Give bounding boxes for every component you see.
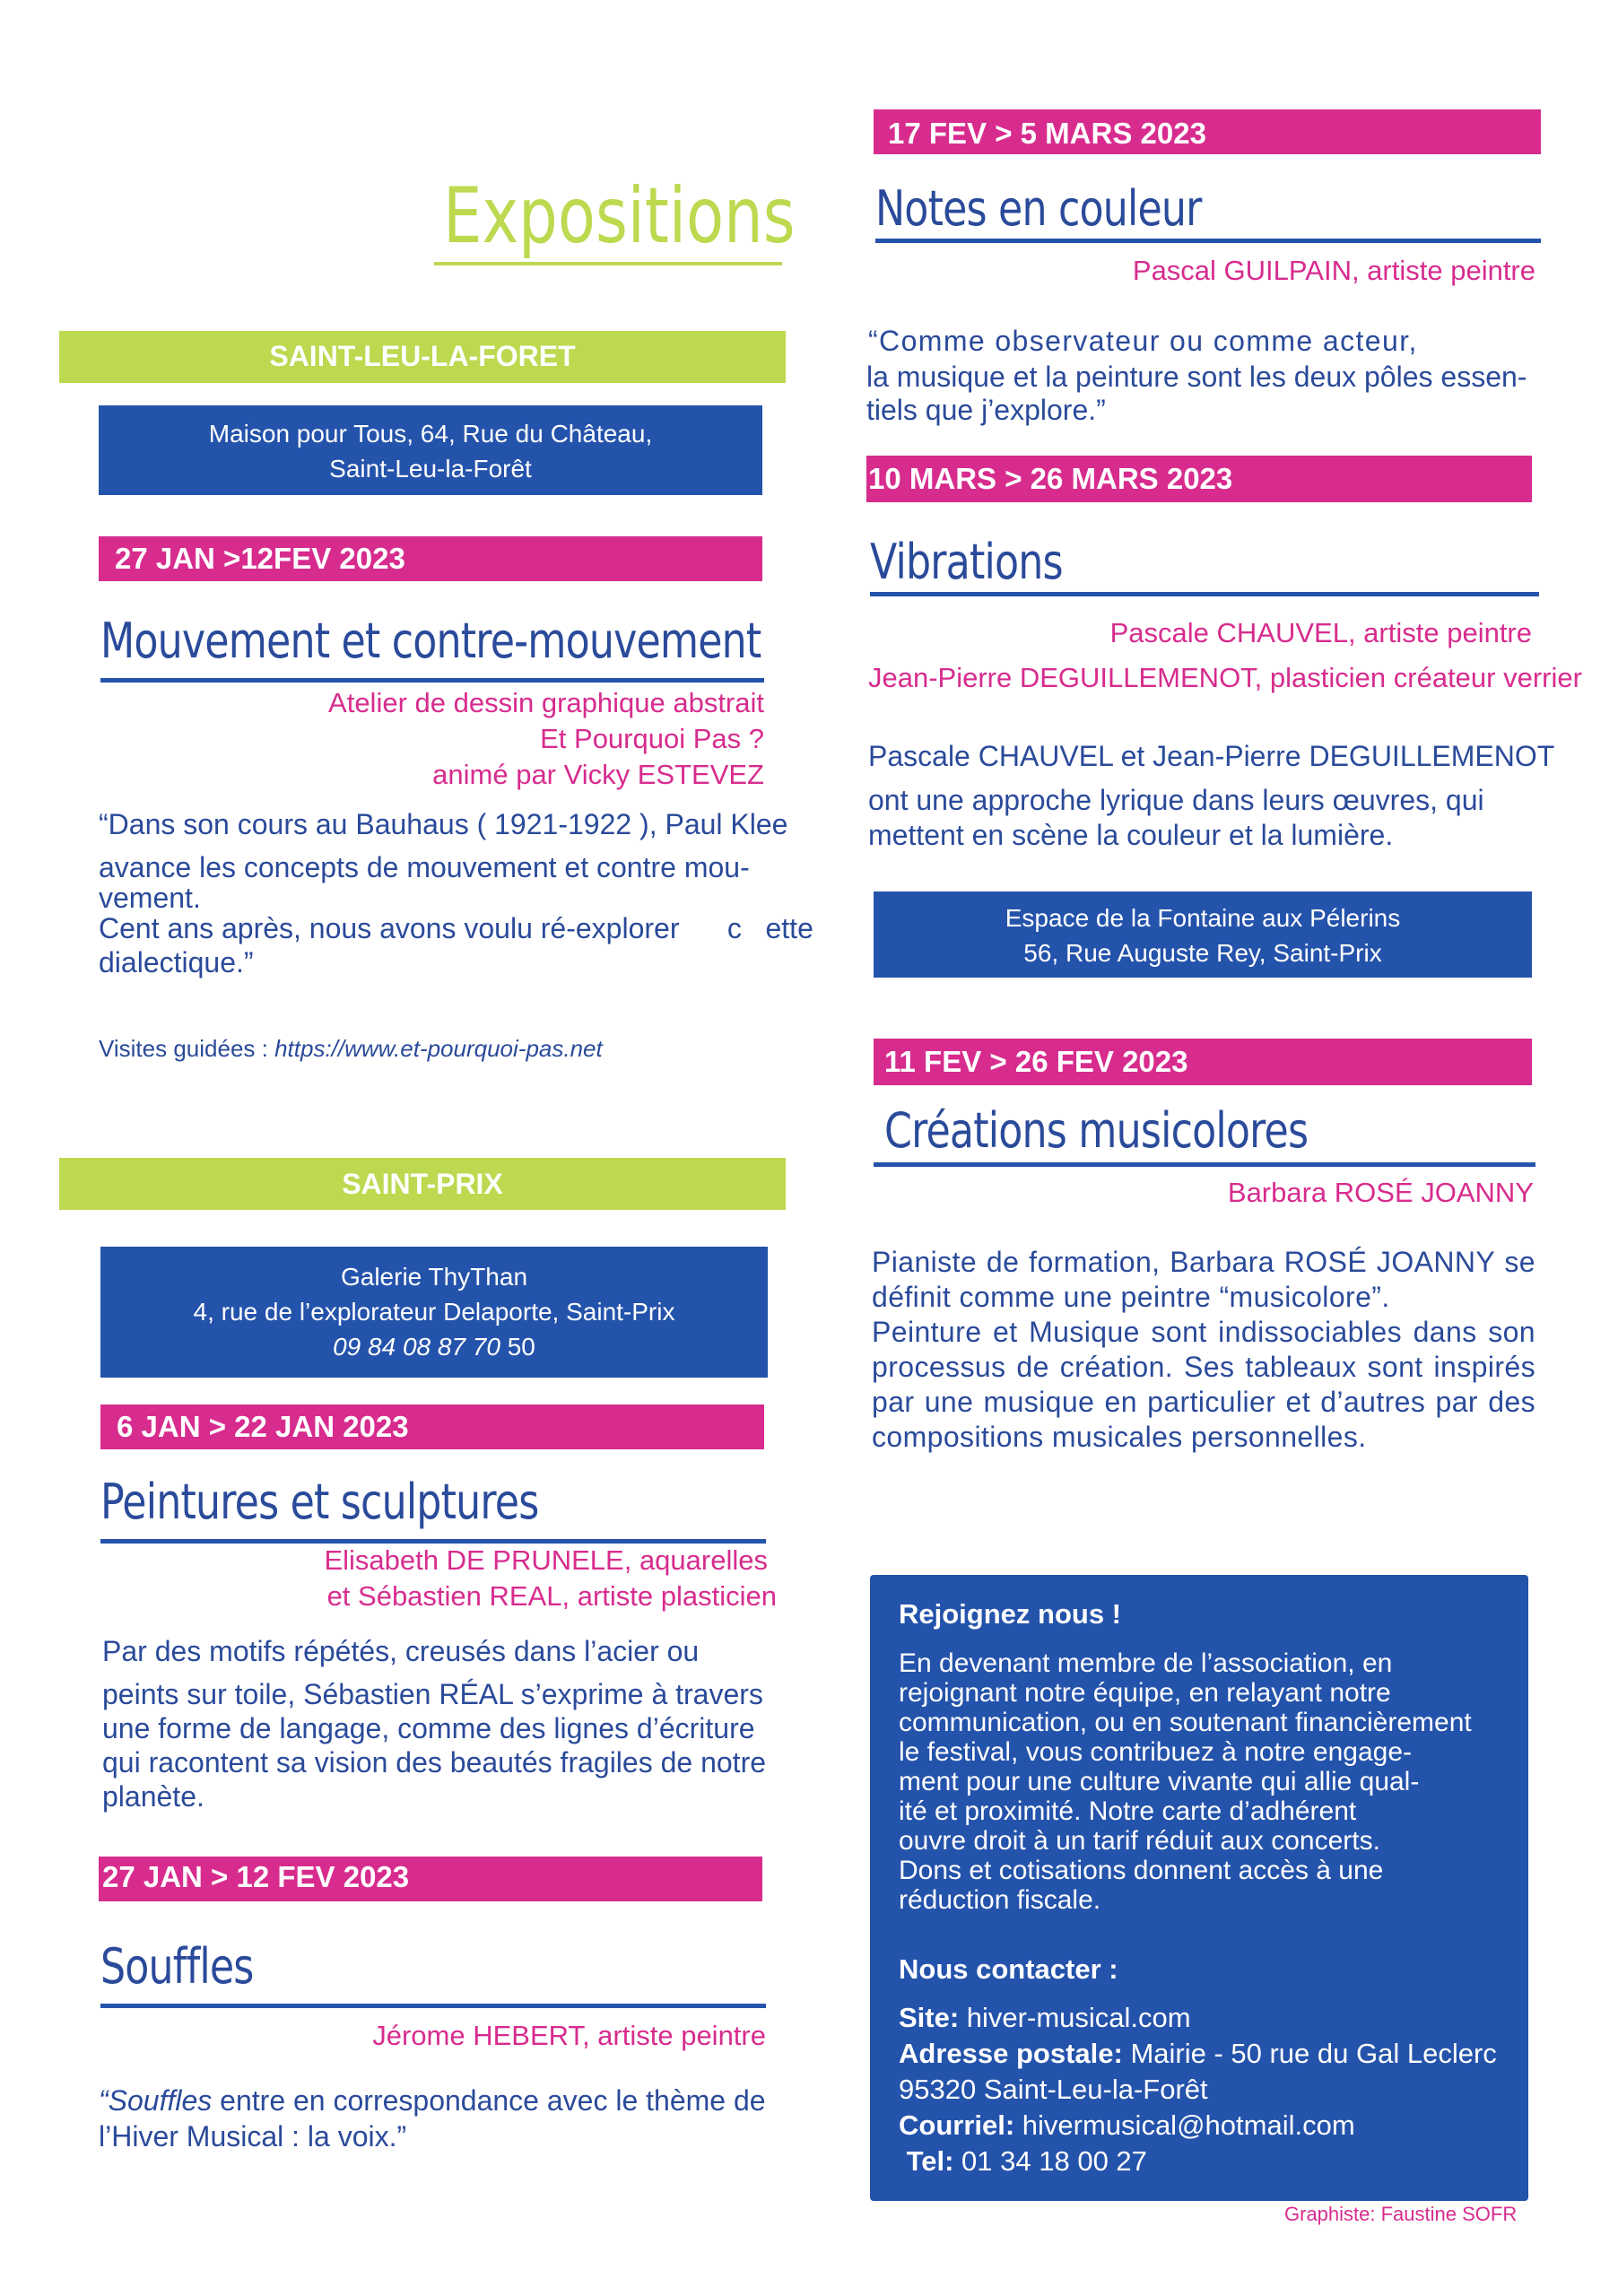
page-title: Expositions [443, 171, 796, 261]
text-line: définit comme une peintre “musicolore”. [872, 1281, 1390, 1313]
contact-label: Site: [899, 2002, 960, 2033]
exhibition-credit [868, 615, 1532, 651]
exhibition-description [866, 323, 1584, 425]
address-line: Galerie ThyThan [340, 1263, 528, 1291]
text-line: tiels que j’explore.” [866, 394, 1106, 426]
location-header-label: SAINT-LEU-LA-FORET [269, 340, 576, 372]
graphic-designer-credit: Graphiste: Faustine SOFR [1284, 2203, 1518, 2225]
exhibition-credit [102, 2018, 766, 2054]
address-box-fontaine [874, 891, 1532, 978]
credit-line: Jérome HEBERT, artiste peintre [372, 2020, 766, 2051]
date-label: 27 JAN > 12 FEV 2023 [102, 1860, 410, 1893]
text-line: ont une approche lyrique dans leurs œuvres, qui [868, 784, 1484, 816]
contact-postal [899, 2036, 1518, 2072]
text-line: l’Hiver Musical : la voix.” [99, 2120, 407, 2152]
address-line: 4, rue de l’explorateur Delaporte, Saint-Prix [193, 1298, 675, 1326]
contact-details [899, 2000, 1518, 2179]
title-underline [870, 592, 1539, 596]
contact-label: Adresse postale: [899, 2038, 1123, 2069]
address-line: 56, Rue Auguste Rey, Saint-Prix [1023, 939, 1382, 967]
text-line: Peinture et Musique sont indissociables dans son [872, 1316, 1535, 1348]
text-line: compositions musicales personnelles. [872, 1421, 1367, 1453]
exhibition-title: Souffles [100, 1938, 254, 1995]
location-header-saint-prix [59, 1158, 786, 1210]
text-line: par une musique en particulier et d’autres par des [872, 1386, 1535, 1418]
exhibition-description [99, 807, 834, 979]
exhibition-credit [868, 660, 1582, 696]
exhibition-title: Peintures et sculptures [100, 1474, 539, 1530]
credit-line: Barbara ROSÉ JOANNY [1227, 1177, 1534, 1208]
address-line: Maison pour Tous, 64, Rue du Château, [208, 420, 653, 448]
exhibition-description [868, 739, 1586, 853]
contact-site-link[interactable]: hiver-musical.com [959, 2002, 1191, 2033]
contact-site [899, 2000, 1518, 2036]
text-line: une forme de langage, comme des lignes d’écriture [102, 1712, 755, 1744]
contact-mail-link[interactable]: hivermusical@hotmail.com [1014, 2109, 1355, 2141]
address-box-saint-leu [99, 405, 762, 495]
date-label: 17 FEV > 5 MARS 2023 [888, 117, 1206, 150]
text-line: processus de création. Ses tableaux sont inspirés [872, 1351, 1535, 1383]
title-underline [875, 239, 1541, 243]
date-bar [866, 456, 1532, 502]
credit-line: animé par Vicky ESTEVEZ [432, 759, 764, 790]
join-line: rejoignant notre équipe, en relayant notre [899, 1678, 1391, 1708]
title-underline [100, 2004, 766, 2008]
date-label: 27 JAN >12FEV 2023 [115, 542, 405, 575]
exhibition-title: Créations musicolores [884, 1102, 1309, 1159]
exhibition-title: Vibrations [870, 534, 1063, 590]
date-bar [100, 1405, 764, 1449]
guided-visits [99, 1033, 603, 1064]
exhibition-credit [100, 685, 764, 793]
exhibition-description [99, 2083, 816, 2154]
exhibition-description [102, 1634, 820, 1813]
text-italic: “Souffles [99, 2084, 213, 2117]
join-line: ité et proximité. Notre carte d’adhérent [899, 1796, 1357, 1826]
address-box-saint-prix [100, 1247, 768, 1378]
text-line: planète. [102, 1780, 204, 1813]
guided-visits-label: Visites guidées : [99, 1035, 275, 1062]
date-label: 6 JAN > 22 JAN 2023 [117, 1410, 409, 1443]
join-line: ouvre droit à un tarif réduit aux concerts. [899, 1826, 1380, 1856]
phone-suffix: 50 [500, 1333, 535, 1361]
credit-line: Et Pourquoi Pas ? [540, 723, 764, 754]
date-label: 11 FEV > 26 FEV 2023 [884, 1045, 1188, 1078]
exhibition-credit [86, 1543, 777, 1614]
text-line: “Dans son cours au Bauhaus ( 1921-1922 ), Paul Klee [99, 808, 788, 840]
contact-tel [899, 2144, 1518, 2179]
contact-heading: Nous contacter : [899, 1953, 1118, 1985]
date-label: 10 MARS > 26 MARS 2023 [868, 462, 1233, 495]
text-line: Cent ans après, nous avons voulu ré-explorer c ette [99, 912, 813, 944]
text-line: peints sur toile, Sébastien RÉAL s’exprime à travers [102, 1678, 763, 1710]
address-phone [100, 1329, 768, 1364]
date-bar [874, 1039, 1532, 1085]
credit-line: Pascal GUILPAIN, artiste peintre [1132, 255, 1535, 286]
date-bar [874, 109, 1541, 154]
join-line: Dons et cotisations donnent accès à une [899, 1856, 1384, 1885]
join-box [870, 1575, 1528, 2201]
exhibition-title: Mouvement et contre-mouvement [100, 613, 761, 669]
credit-line: Elisabeth DE PRUNELE, aquarelles [324, 1544, 768, 1576]
address-line: Saint-Leu-la-Forêt [329, 455, 532, 483]
join-line: réduction fiscale. [899, 1885, 1101, 1915]
text-line: qui racontent sa vision des beautés fragiles de notre [102, 1746, 767, 1779]
contact-label: Courriel: [899, 2109, 1015, 2141]
text-line: dialectique.” [99, 946, 254, 978]
location-header-label: SAINT-PRIX [342, 1168, 503, 1200]
exhibition-description [872, 1245, 1535, 1455]
contact-label: Tel: [899, 2145, 954, 2177]
exhibition-credit [870, 1175, 1534, 1211]
date-bar [99, 1857, 762, 1901]
exhibition-credit [872, 253, 1535, 289]
join-heading: Rejoignez nous ! [899, 1598, 1121, 1630]
text-line: vement. [99, 882, 201, 914]
contact-value: 01 34 18 00 27 [953, 2145, 1147, 2177]
text-line: Pianiste de formation, Barbara ROSÉ JOANNY se [872, 1246, 1535, 1278]
text-line: “Comme observateur ou comme acteur, [868, 325, 1418, 357]
join-line: En devenant membre de l’association, en [899, 1648, 1393, 1678]
credit-line: Pascale CHAUVEL, artiste peintre [1109, 617, 1532, 648]
phone-number: 09 84 08 87 70 [333, 1333, 500, 1361]
title-underline [100, 678, 764, 683]
join-line: le festival, vous contribuez à notre engage- [899, 1737, 1413, 1767]
text-rest: entre en correspondance avec le thème de [212, 2084, 766, 2117]
text-line [99, 2083, 816, 2118]
contact-mail [899, 2108, 1518, 2144]
text-line: mettent en scène la couleur et la lumière. [868, 819, 1394, 851]
join-line: ment pour une culture vivante qui allie qual- [899, 1767, 1420, 1796]
join-text [899, 1648, 1518, 1915]
credit-line: et Sébastien REAL, artiste plasticien [326, 1580, 777, 1612]
contact-value: 95320 Saint-Leu-la-Forêt [899, 2074, 1208, 2105]
join-line: communication, ou en soutenant financièrement [899, 1708, 1472, 1737]
location-header-saint-leu [59, 331, 786, 383]
credit-line: Jean-Pierre DEGUILLEMENOT, plasticien créateur verrier [868, 662, 1582, 693]
text-line: Par des motifs répétés, creusés dans l’acier ou [102, 1635, 700, 1667]
credit-line: Atelier de dessin graphique abstrait [328, 687, 764, 718]
date-bar [99, 536, 762, 581]
contact-value: Mairie - 50 rue du Gal Leclerc [1122, 2038, 1497, 2069]
text-line: la musique et la peinture sont les deux pôles essen- [866, 361, 1527, 393]
exhibition-title: Notes en couleur [875, 180, 1202, 237]
text-line: Pascale CHAUVEL et Jean-Pierre DEGUILLEMENOT [868, 740, 1555, 772]
guided-visits-link[interactable]: https://www.et-pourquoi-pas.net [274, 1035, 603, 1062]
address-line: Espace de la Fontaine aux Pélerins [1005, 904, 1401, 932]
page-title-underline [434, 262, 782, 265]
text-line: avance les concepts de mouvement et contre mou- [99, 851, 750, 883]
title-underline [874, 1162, 1535, 1167]
